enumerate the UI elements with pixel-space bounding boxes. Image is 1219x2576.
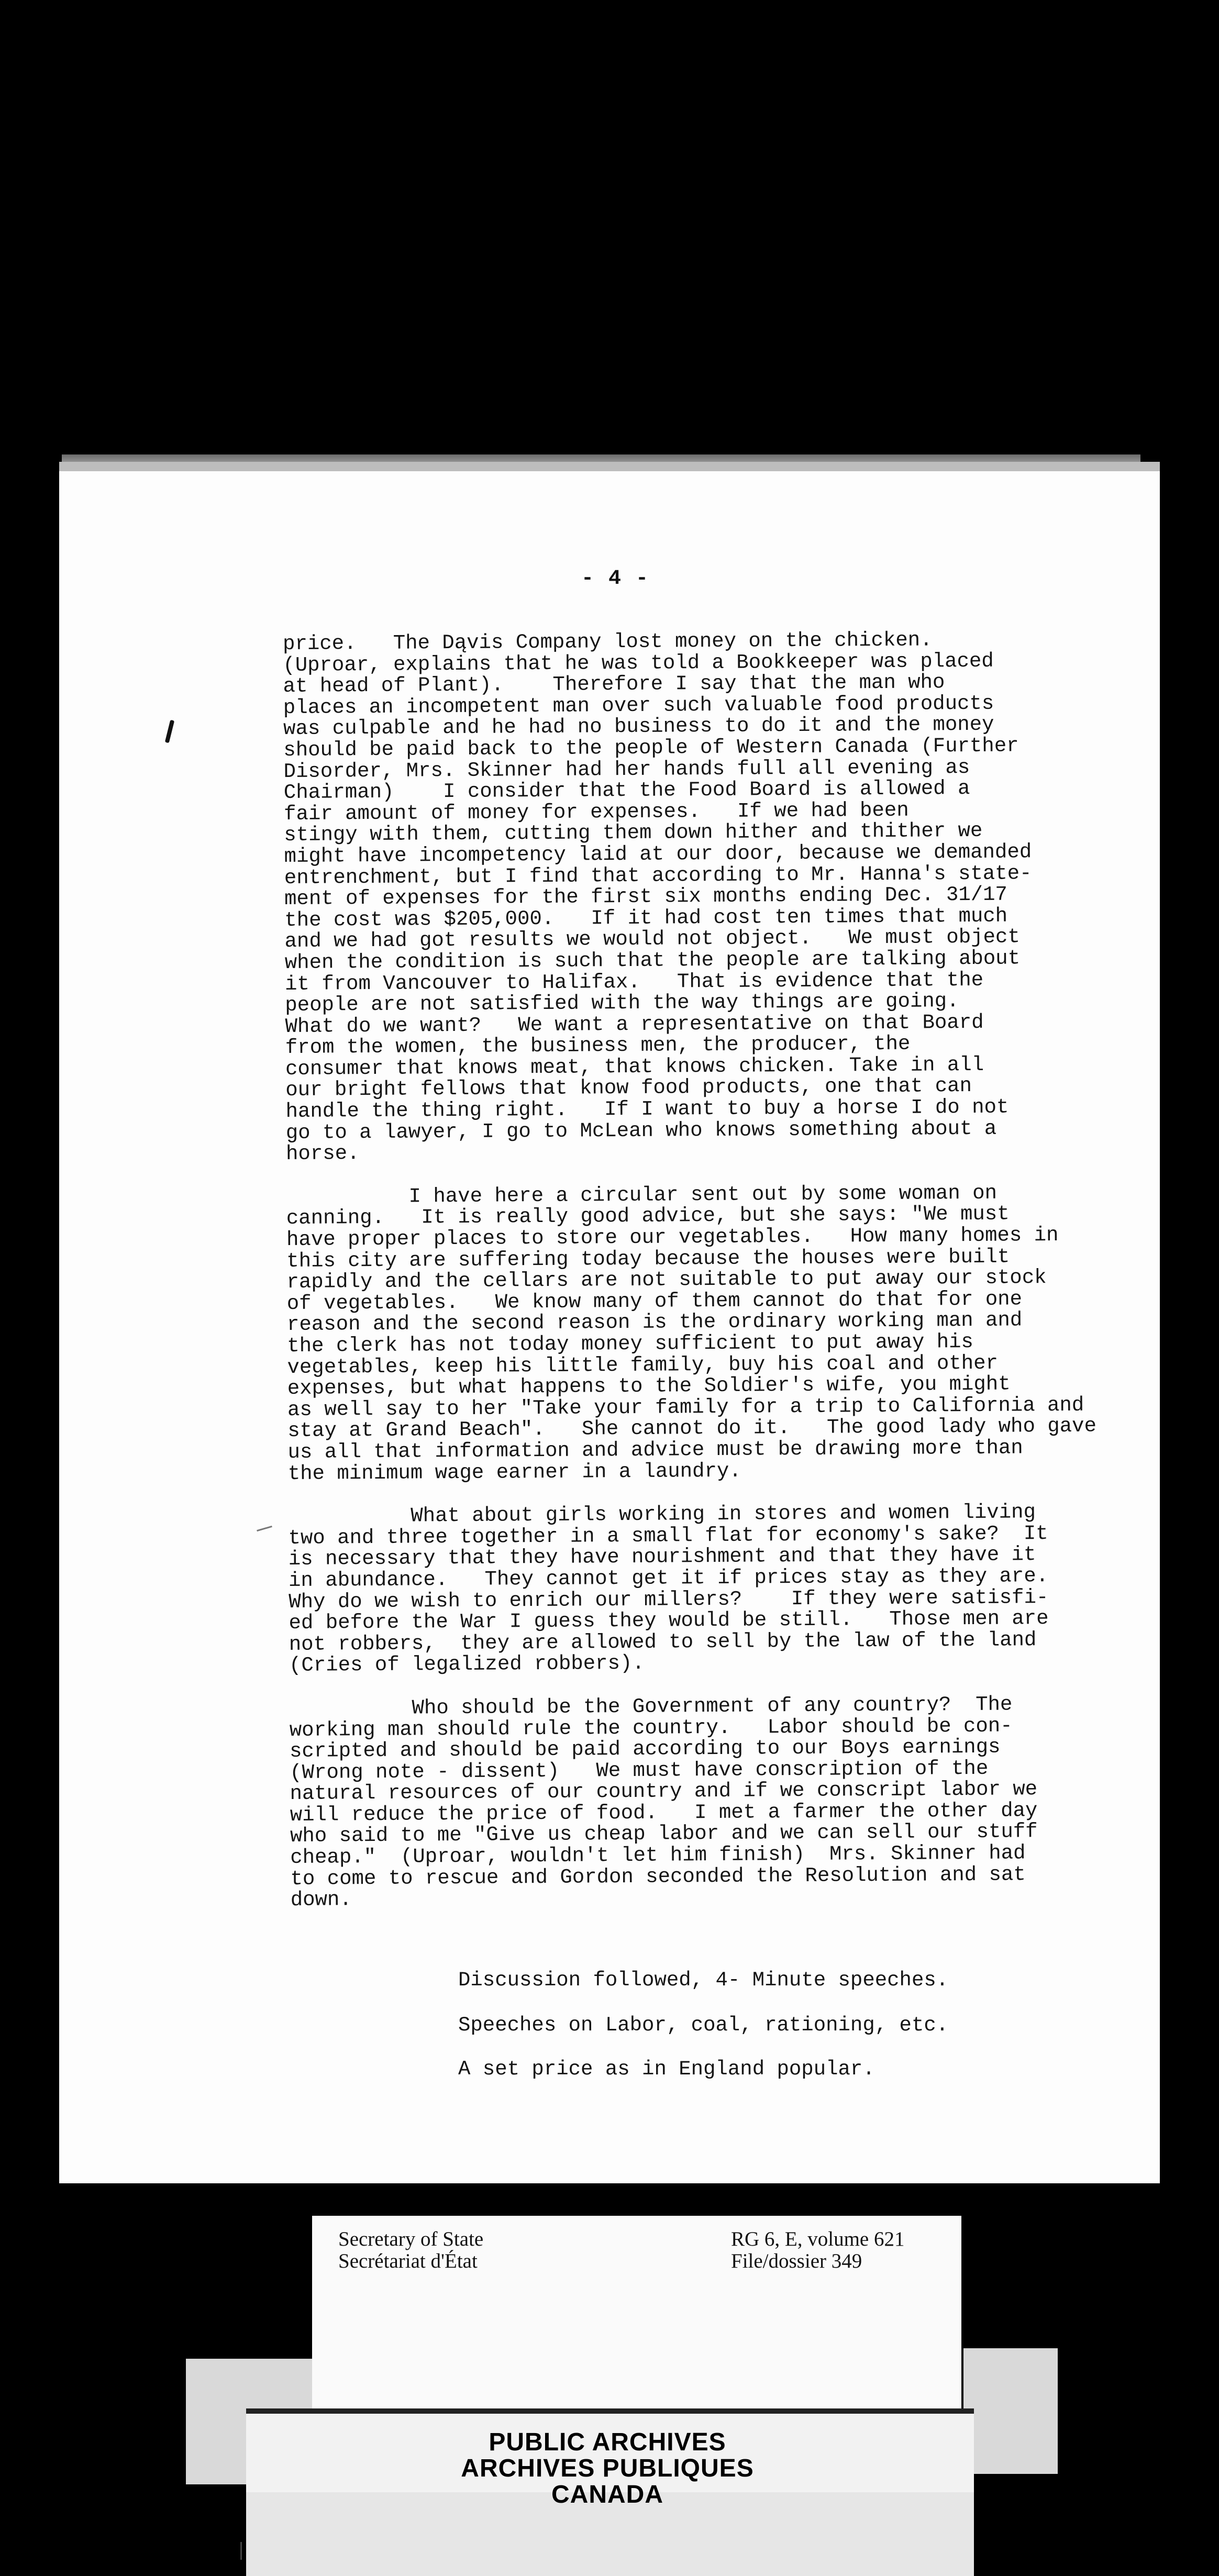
text-line: vegetables, keep his little family, buy his coal and other bbox=[287, 1351, 999, 1379]
text-line: not robbers, they are allowed to sell by the law of the land bbox=[289, 1628, 1037, 1656]
text-line: was culpable and he had no business to do it and the money bbox=[283, 713, 994, 741]
text-line: places an incompetent man over such valuable food products bbox=[283, 692, 994, 719]
text-line: handle the thing right. If I want to buy a horse I do not bbox=[285, 1095, 1009, 1124]
text-line: it from Vancouver to Halifax. That is evidence that the bbox=[284, 968, 984, 996]
stamp-mark bbox=[240, 2542, 242, 2560]
text-line: is necessary that they have nourishment and that they have it bbox=[288, 1543, 1036, 1571]
text-line: expenses, but what happens to the Soldier's wife, you might bbox=[287, 1372, 1011, 1401]
text-line: the minimum wage earner in a laundry. bbox=[287, 1459, 741, 1485]
text-line: entrenchment, but I find that according to Mr. Hanna's state- bbox=[284, 861, 1032, 890]
stamp-line: ARCHIVES PUBLIQUES bbox=[461, 2455, 754, 2482]
text-line: canning. It is really good advice, but she says: "We must bbox=[286, 1202, 1010, 1230]
text-line: might have incompetency laid at our door, because we demanded bbox=[284, 840, 1032, 868]
text-line: ment of expenses for the first six months ending Dec. 31/17 bbox=[284, 883, 1008, 911]
text-line: stingy with them, cutting them down hither and thither we bbox=[284, 819, 983, 847]
text-line: (Cries of legalized robbers). bbox=[289, 1652, 645, 1678]
text-line: (Uproar, explains that he was told a Bookkeeper was placed bbox=[283, 649, 994, 677]
text-line: as well say to her "Take your family for a trip to California and bbox=[287, 1393, 1084, 1422]
label-reference bbox=[731, 2228, 904, 2272]
text-line: natural resources of our country and if we conscript labor we bbox=[290, 1778, 1038, 1806]
label-department-fr: Secrétariat d'État bbox=[338, 2250, 478, 2272]
text-line: horse. bbox=[285, 1142, 360, 1166]
text-line: (Wrong note - dissent) We must have conscription of the bbox=[290, 1757, 989, 1784]
note-line: Speeches on Labor, coal, rationing, etc. bbox=[458, 2014, 949, 2037]
text-line: ed before the War I guess they would be still. Those men are bbox=[289, 1607, 1049, 1635]
text-line: down. bbox=[290, 1888, 352, 1912]
note-line: Discussion followed, 4- Minute speeches. bbox=[458, 1969, 949, 1992]
text-line: of vegetables. We know many of them cannot do that for one bbox=[286, 1287, 1023, 1315]
text-line: at head of Plant). Therefore I say that the man who bbox=[283, 671, 945, 698]
text-line: cheap." (Uproar, wouldn't let him finish) Mrs. Skinner had bbox=[290, 1841, 1026, 1870]
label-department bbox=[338, 2228, 483, 2272]
text-line: What about girls working in stores and women living bbox=[288, 1501, 1036, 1529]
text-line: Chairman) I consider that the Food Board is allowed a bbox=[283, 777, 970, 805]
stamp-line: CANADA bbox=[551, 2481, 663, 2508]
text-line: price. The Dąvis Company lost money on the chicken. bbox=[282, 628, 933, 656]
body-text bbox=[283, 628, 1149, 1911]
text-line: go to a lawyer, I go to McLean who knows something about a bbox=[285, 1117, 997, 1145]
note-line: A set price as in England popular. bbox=[458, 2058, 875, 2081]
paragraph bbox=[289, 1693, 1149, 1911]
text-line: who said to me "Give us cheap labor and we can sell our stuff bbox=[290, 1820, 1038, 1848]
text-line: and we had got results we would not object. We must object bbox=[284, 925, 1020, 953]
text-line: reason and the second reason is the ordinary working man and bbox=[286, 1308, 1023, 1337]
label-tab-right bbox=[963, 2348, 1058, 2474]
archives-stamp bbox=[419, 2429, 796, 2508]
text-line: What do we want? We want a representative on that Board bbox=[285, 1011, 984, 1038]
text-line: us all that information and advice must be drawing more than bbox=[287, 1436, 1023, 1464]
text-line: working man should rule the country. Labor should be con- bbox=[289, 1714, 1013, 1742]
text-line: Who should be the Government of any country? The bbox=[289, 1693, 1013, 1720]
text-line: when the condition is such that the people are talking about bbox=[284, 947, 1021, 974]
text-line: the cost was $205,000. If it had cost ten times that much bbox=[284, 904, 1008, 932]
text-line: Disorder, Mrs. Skinner had her hands full all evening as bbox=[283, 756, 970, 783]
page-number: - 4 - bbox=[581, 567, 650, 591]
paragraph bbox=[286, 1182, 1146, 1484]
label-file: File/dossier 349 bbox=[731, 2250, 862, 2272]
paragraph bbox=[283, 628, 1145, 1165]
text-line: stay at Grand Beach". She cannot do it. The good lady who gave bbox=[287, 1414, 1097, 1443]
text-line: from the women, the business men, the producer, the bbox=[285, 1032, 911, 1060]
text-line: have proper places to store our vegetables. How many homes in bbox=[286, 1224, 1059, 1252]
stamp-line: PUBLIC ARCHIVES bbox=[489, 2428, 726, 2456]
text-line: the clerk has not today money sufficient to put away his bbox=[287, 1330, 974, 1358]
text-line: I have here a circular sent out by some woman on bbox=[286, 1181, 998, 1209]
text-line: in abundance. They cannot get it if prices stay as they are. bbox=[288, 1564, 1049, 1592]
text-line: will reduce the price of food. I met a farmer the other day bbox=[290, 1799, 1038, 1827]
text-line: our bright fellows that know food products, one that can bbox=[285, 1074, 972, 1102]
label-department-en: Secretary of State bbox=[338, 2228, 484, 2250]
text-line: two and three together in a small flat for economy's sake? It bbox=[288, 1522, 1048, 1550]
text-line: scripted and should be paid according to our Boys earnings bbox=[289, 1735, 1001, 1763]
paragraph bbox=[288, 1501, 1148, 1676]
text-line: to come to rescue and Gordon seconded the Resolution and sat bbox=[290, 1863, 1026, 1891]
text-line: people are not satisfied with the way things are going. bbox=[285, 990, 959, 1017]
text-line: Why do we wish to enrich our millers? If they were satisfi- bbox=[289, 1585, 1049, 1614]
archive-label bbox=[312, 2216, 961, 2414]
label-record-group: RG 6, E, volume 621 bbox=[731, 2228, 905, 2250]
text-line: consumer that knows meat, that knows chicken. Take in all bbox=[285, 1053, 984, 1081]
text-line: fair amount of money for expenses. If we had been bbox=[283, 798, 909, 826]
text-line: this city are suffering today because the houses were built bbox=[286, 1245, 1010, 1273]
text-line: rapidly and the cellars are not suitable to put away our stock bbox=[286, 1266, 1047, 1294]
text-line: should be paid back to the people of Western Canada (Further bbox=[283, 734, 1019, 762]
